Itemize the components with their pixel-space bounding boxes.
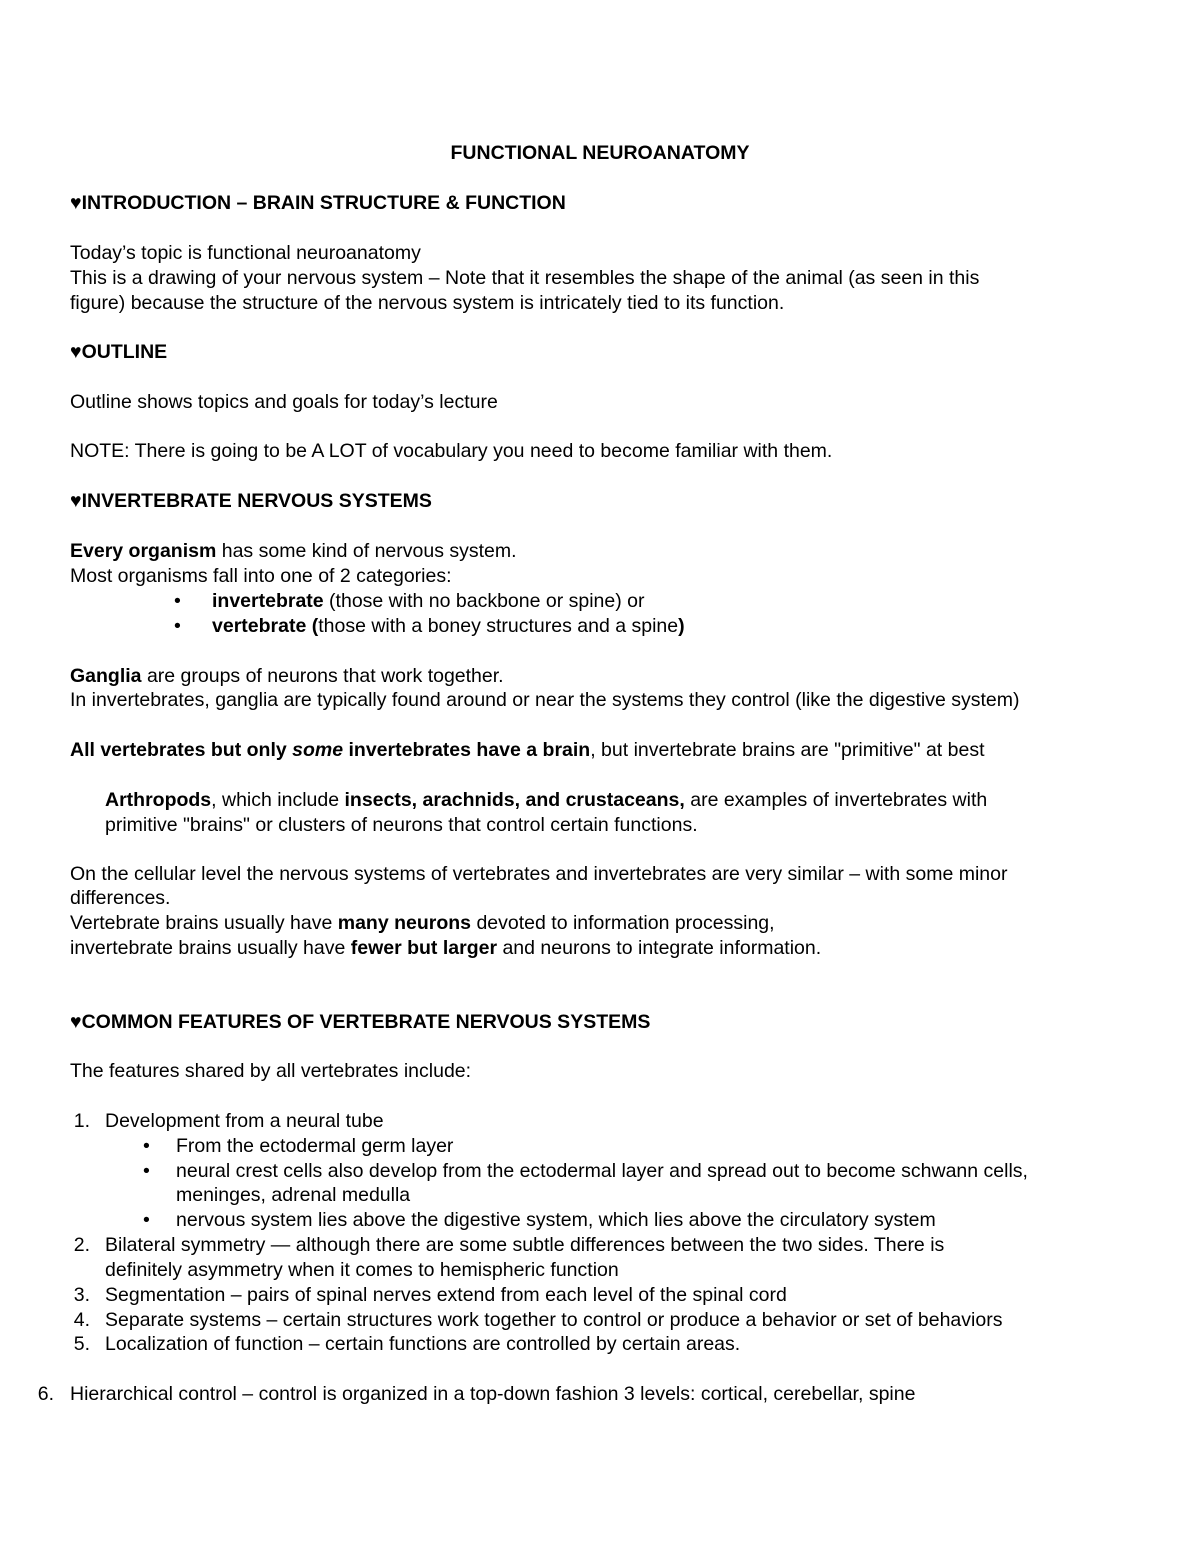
heart-icon: ♥ (70, 1011, 82, 1033)
outline-line-1: Outline shows topics and goals for today’s lecture (70, 391, 498, 413)
list-item-continued: definitely asymmetry when it comes to hemispheric function (105, 1259, 619, 1281)
list-item: Segmentation – pairs of spinal nerves extend from each level of the spinal cord (105, 1284, 787, 1306)
list-item: Localization of function – certain functions are controlled by certain areas. (105, 1333, 741, 1355)
bullet-icon: • (143, 1160, 150, 1182)
heart-icon: ♥ (70, 192, 82, 214)
section-heading-introduction: ♥INTRODUCTION – BRAIN STRUCTURE & FUNCTION (70, 192, 566, 214)
common-intro: The features shared by all vertebrates include: (70, 1060, 472, 1082)
section-heading-outline: ♥OUTLINE (70, 341, 168, 363)
sub-list-item-continued: meninges, adrenal medulla (176, 1184, 411, 1206)
intro-line-3: figure) because the structure of the nervous system is intricately tied to its function. (70, 292, 785, 314)
brain-statement: All vertebrates but only some invertebrates have a brain, but invertebrate brains are "primitive" at best (70, 739, 985, 761)
cellular-line-2: differences. (70, 887, 171, 909)
arthropods-line-1: Arthropods, which include insects, arachnids, and crustaceans, are examples of invertebrates with (105, 789, 988, 811)
invertebrate-line-2: Most organisms fall into one of 2 categories: (70, 565, 452, 587)
section-heading-common-features: ♥COMMON FEATURES OF VERTEBRATE NERVOUS SYSTEMS (70, 1011, 651, 1033)
bullet-icon: • (143, 1135, 150, 1157)
sub-list-item: neural crest cells also develop from the ectodermal layer and spread out to become schwann cells, (176, 1160, 1028, 1182)
list-number: 2. (73, 1234, 90, 1256)
heart-icon: ♥ (70, 490, 82, 512)
heart-icon: ♥ (70, 341, 82, 363)
list-item: Bilateral symmetry — although there are some subtle differences between the two sides. There is (105, 1234, 945, 1256)
list-item: Hierarchical control – control is organized in a top-down fashion 3 levels: cortical, cerebellar, spine (70, 1383, 916, 1405)
list-number: 1. (73, 1110, 90, 1132)
page-title: FUNCTIONAL NEUROANATOMY (450, 142, 750, 164)
category-invertebrate: invertebrate (those with no backbone or spine) or (212, 590, 645, 612)
category-vertebrate: vertebrate (those with a boney structures and a spine) (212, 615, 685, 637)
list-item: Separate systems – certain structures work together to control or produce a behavior or set of behaviors (105, 1309, 1003, 1331)
bullet-icon: • (143, 1209, 150, 1231)
invertebrate-line-1: Every organism has some kind of nervous system. (70, 540, 517, 562)
list-number: 3. (73, 1284, 90, 1306)
sub-list-item: nervous system lies above the digestive system, which lies above the circulatory system (176, 1209, 936, 1231)
outline-note: NOTE: There is going to be A LOT of vocabulary you need to become familiar with them. (70, 440, 833, 462)
sub-list-item: From the ectodermal germ layer (176, 1135, 454, 1157)
bullet-icon: • (174, 615, 181, 637)
list-item: Development from a neural tube (105, 1110, 384, 1132)
ganglia-line-1: Ganglia are groups of neurons that work together. (70, 665, 504, 687)
intro-line-1: Today’s topic is functional neuroanatomy (70, 242, 421, 264)
cellular-line-1: On the cellular level the nervous systems of vertebrates and invertebrates are very similar – with some minor (70, 863, 1008, 885)
section-heading-invertebrate: ♥INVERTEBRATE NERVOUS SYSTEMS (70, 490, 432, 512)
invertebrate-brains-line: invertebrate brains usually have fewer but larger and neurons to integrate information. (70, 937, 822, 959)
ganglia-line-2: In invertebrates, ganglia are typically found around or near the systems they control (like the digestive system) (70, 689, 1020, 711)
bullet-icon: • (174, 590, 181, 612)
list-number: 6. (37, 1383, 54, 1405)
arthropods-line-2: primitive "brains" or clusters of neurons that control certain functions. (105, 814, 698, 836)
list-number: 5. (73, 1333, 90, 1355)
list-number: 4. (73, 1309, 90, 1331)
intro-line-2: This is a drawing of your nervous system – Note that it resembles the shape of the animal (as seen in this (70, 267, 980, 289)
vertebrate-brains-line: Vertebrate brains usually have many neurons devoted to information processing, (70, 912, 775, 934)
